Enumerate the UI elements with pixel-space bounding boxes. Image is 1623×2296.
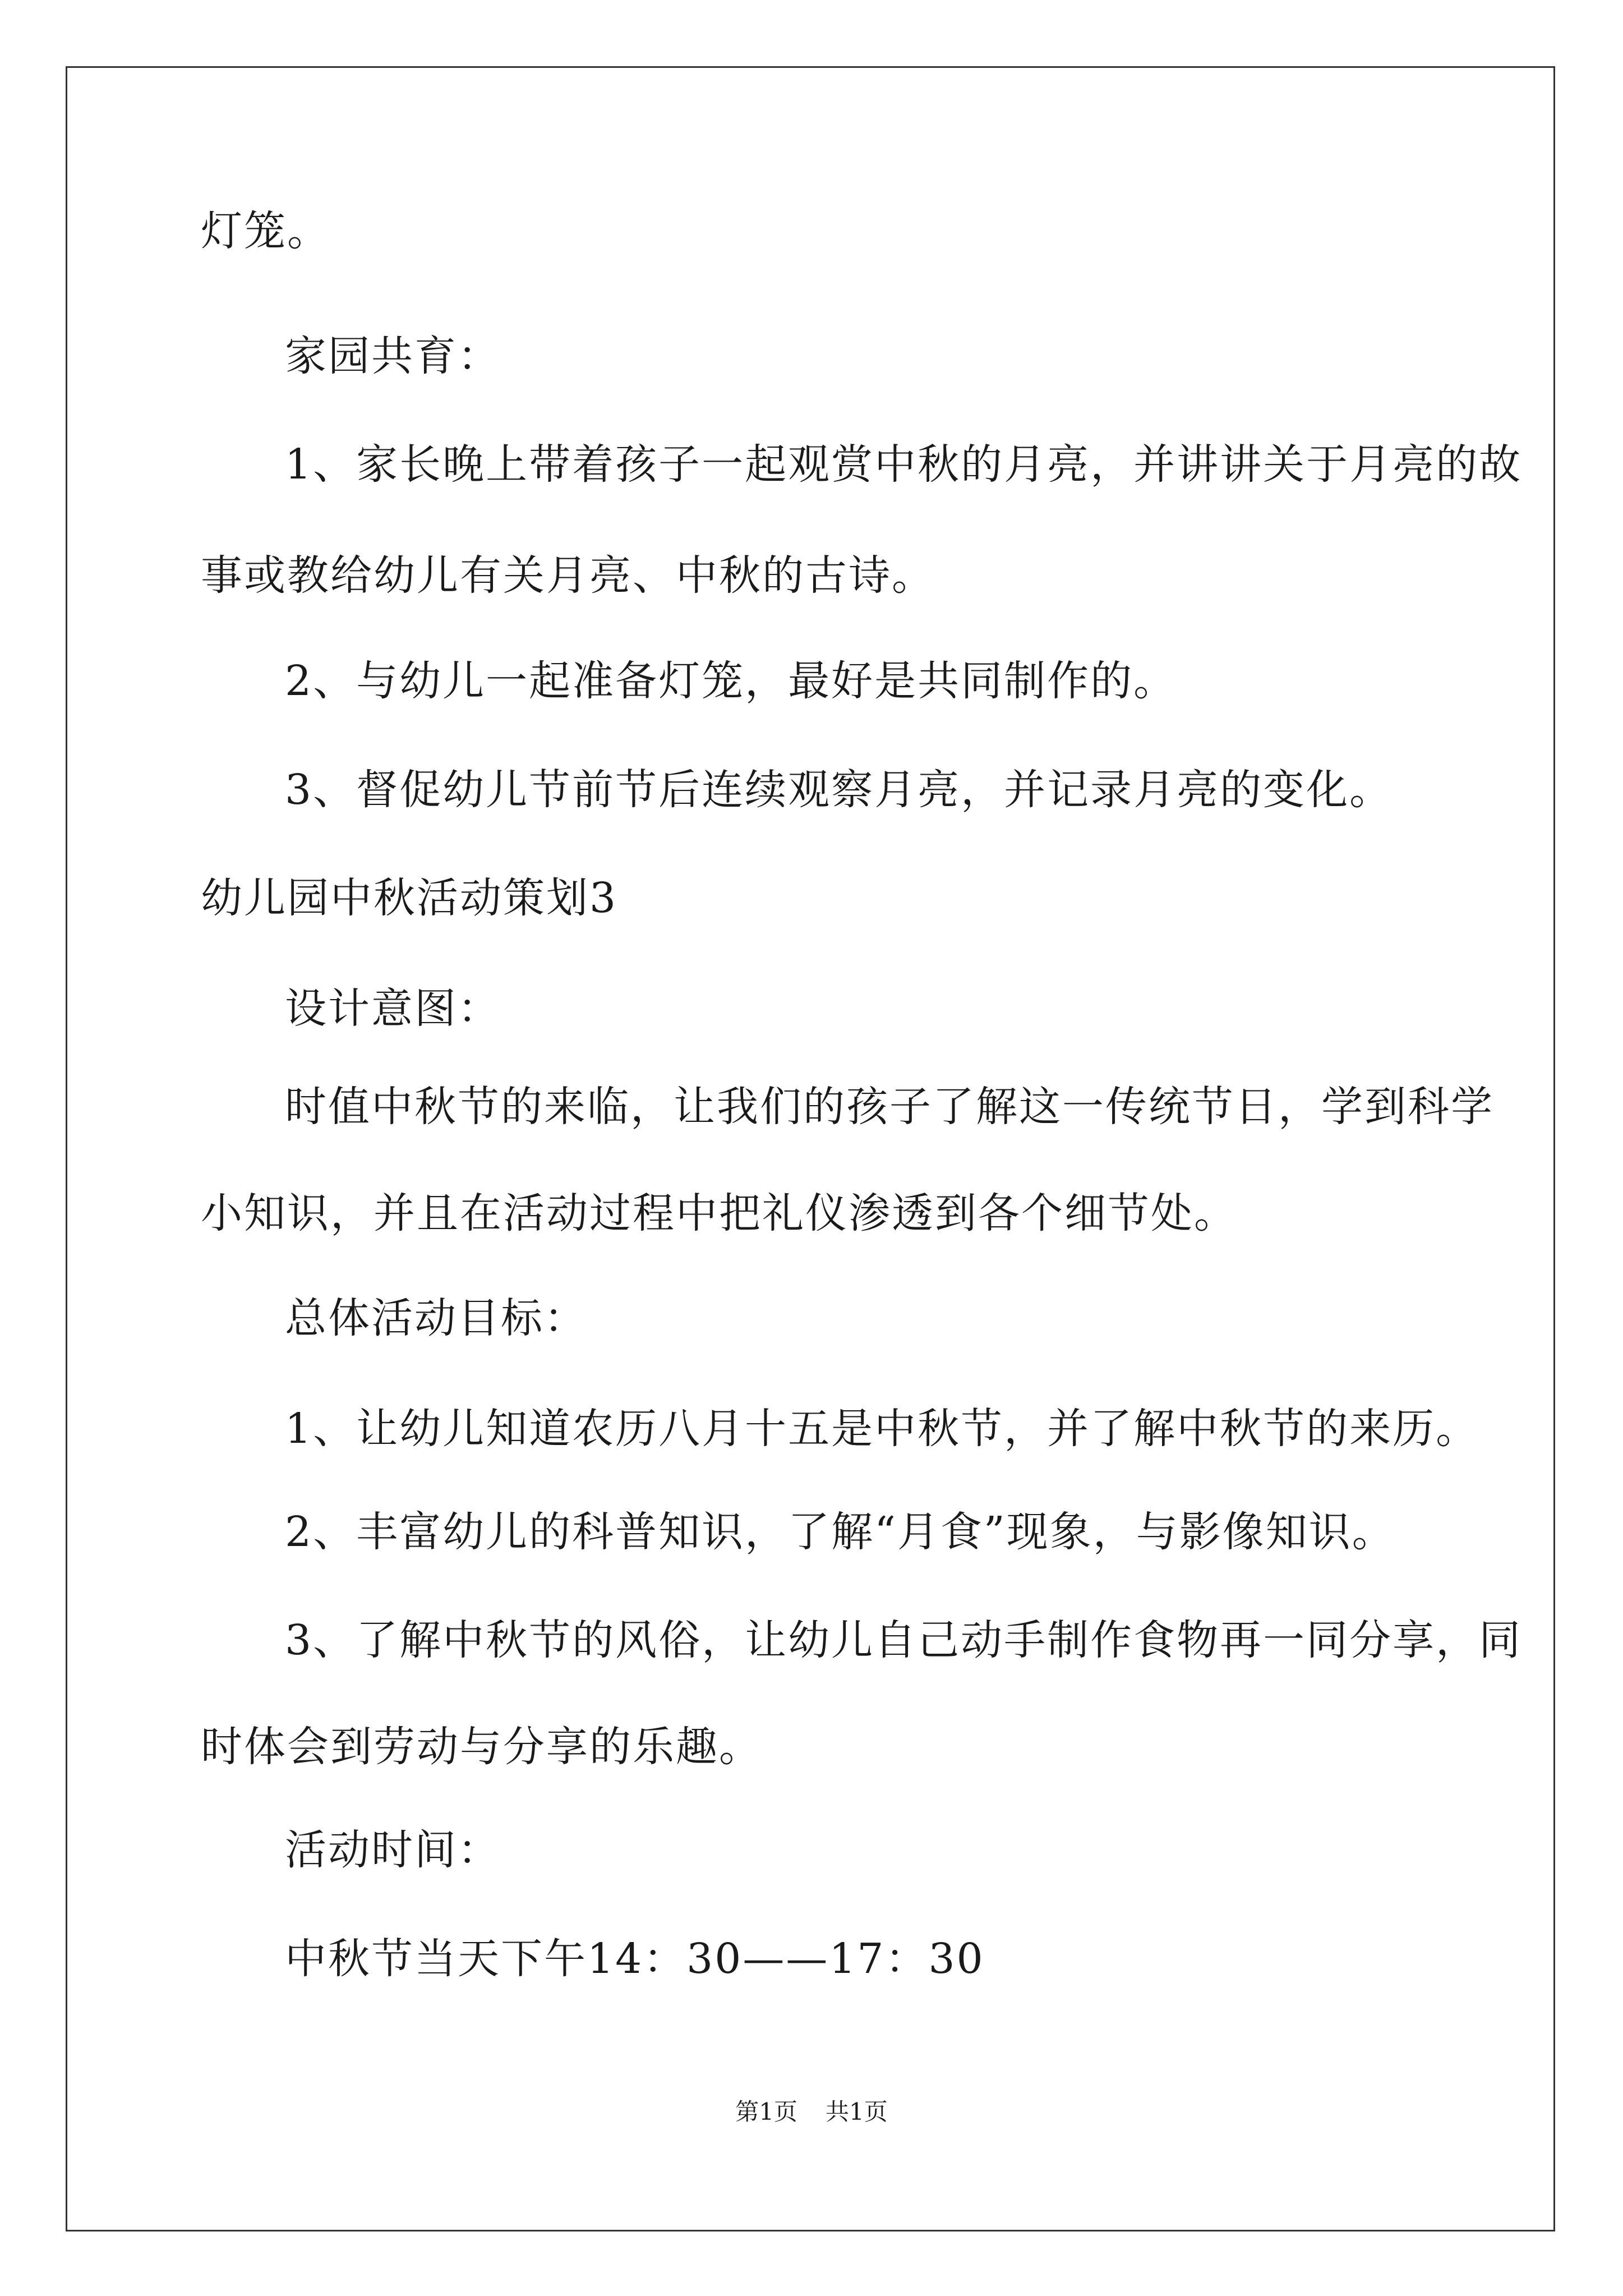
goal-item-3-line-1: 3、了解中秋节的风俗，让幼儿自己动手制作食物再一同分享，同 xyxy=(285,1616,1523,1664)
goal-item-1: 1、让幼儿知道农历八月十五是中秋节，并了解中秋节的来历。 xyxy=(285,1405,1479,1453)
page-total: 共1页 xyxy=(826,2098,888,2125)
page-footer xyxy=(0,2096,1623,2128)
page-number: 第1页 xyxy=(735,2098,797,2125)
intent-line-2: 小知识，并且在活动过程中把礼仪渗透到各个细节处。 xyxy=(201,1189,1237,1237)
list-item-1-line-2: 事或教给幼儿有关月亮、中秋的古诗。 xyxy=(201,551,935,600)
goal-item-2: 2、丰富幼儿的科普知识，了解“月食”现象，与影像知识。 xyxy=(285,1508,1395,1556)
paragraph-continuation: 灯笼。 xyxy=(201,207,330,255)
intent-line-1: 时值中秋节的来临，让我们的孩子了解这一传统节日，学到科学 xyxy=(285,1083,1494,1131)
activity-time-value: 中秋节当天下午14：30——17：30 xyxy=(285,1935,985,1983)
heading-overall-goals: 总体活动目标： xyxy=(285,1294,587,1342)
page-border xyxy=(66,66,1555,2231)
heading-activity-time: 活动时间： xyxy=(285,1826,501,1874)
section-title: 幼儿园中秋活动策划3 xyxy=(201,874,618,922)
list-item-2: 2、与幼儿一起准备灯笼，最好是共同制作的。 xyxy=(285,657,1177,705)
heading-design-intent: 设计意图： xyxy=(285,984,501,1033)
list-item-1-line-1: 1、家长晚上带着孩子一起观赏中秋的月亮，并讲讲关于月亮的故 xyxy=(285,440,1523,489)
heading-home-school: 家园共育： xyxy=(285,332,501,380)
goal-item-3-line-2: 时体会到劳动与分享的乐趣。 xyxy=(201,1723,762,1771)
list-item-3: 3、督促幼儿节前节后连续观察月亮，并记录月亮的变化。 xyxy=(285,766,1393,814)
